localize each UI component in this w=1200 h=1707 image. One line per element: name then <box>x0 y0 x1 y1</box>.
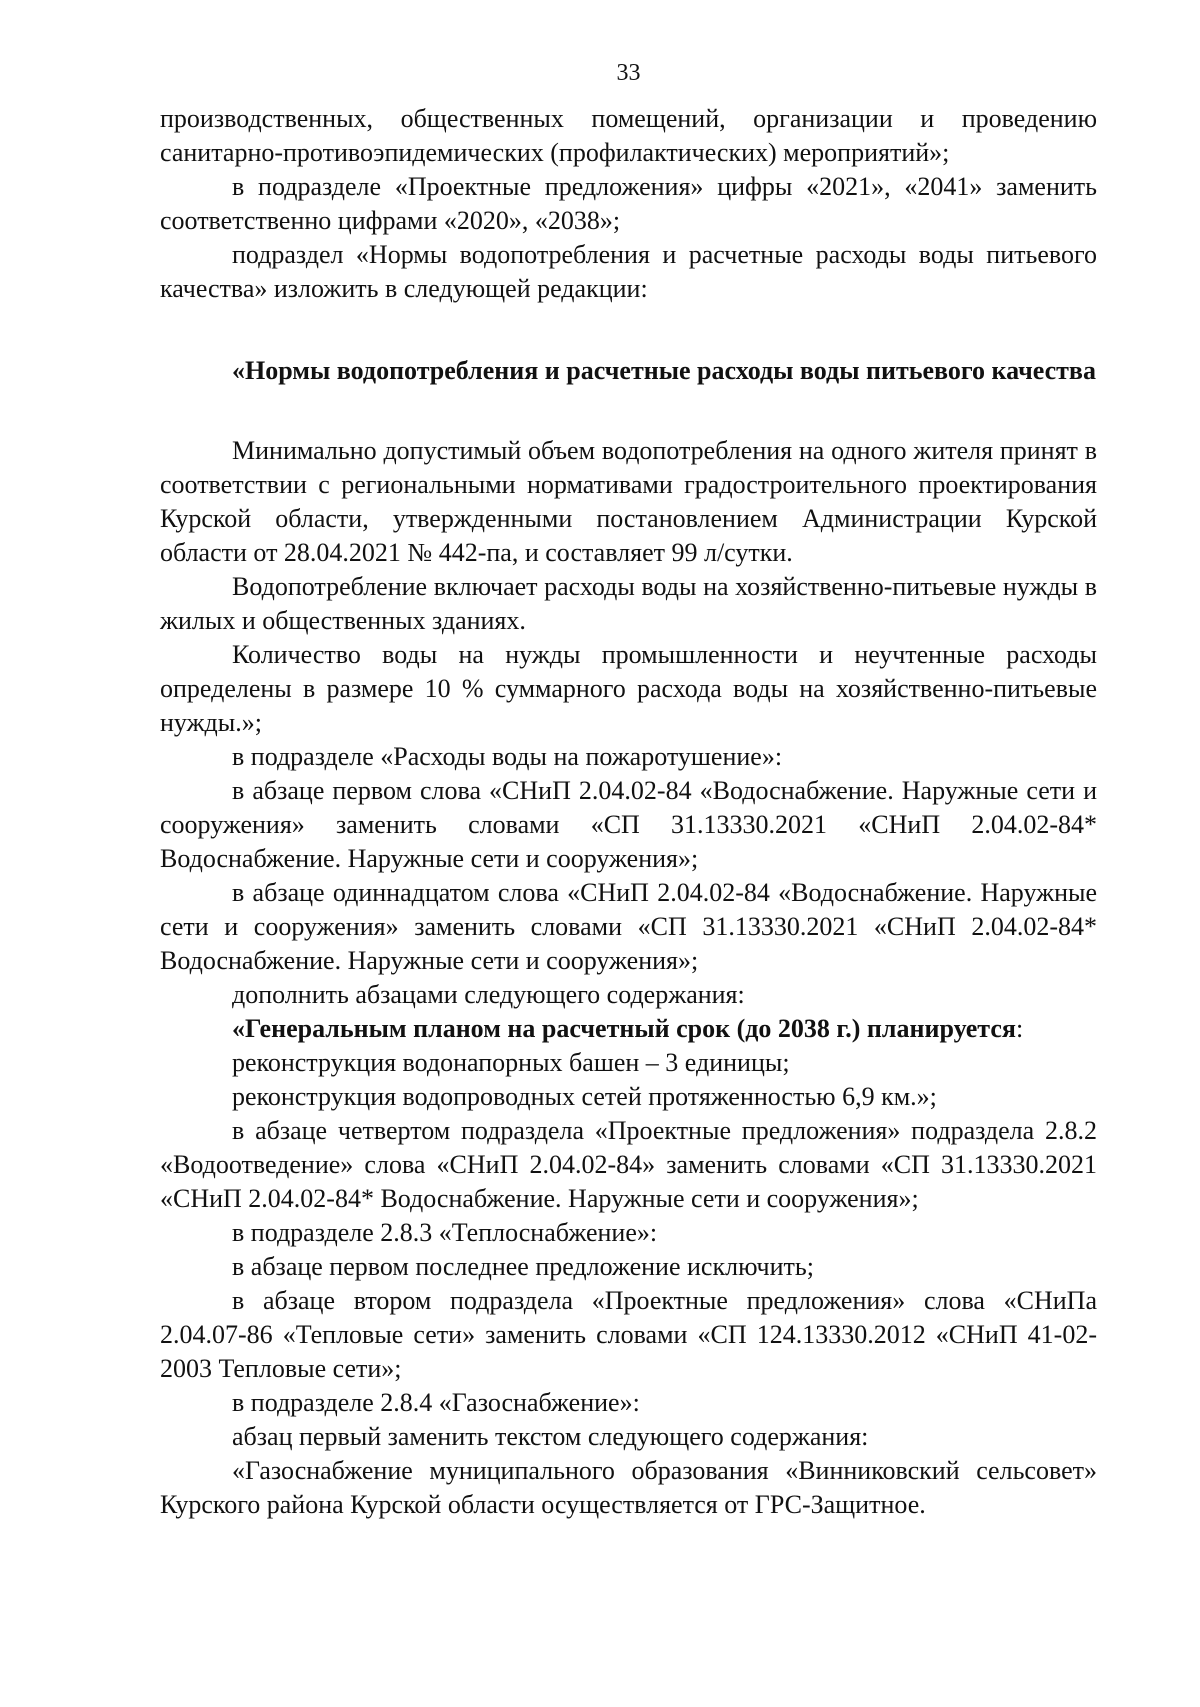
paragraph-remove-last-sentence: в абзаце первом последнее предложение исключить; <box>232 1252 814 1281</box>
section-heading-water-norms: «Нормы водопотребления и расчетные расходы воды питьевого качества <box>232 356 1096 385</box>
general-plan-colon: : <box>1016 1014 1024 1043</box>
paragraph-gas-supply-text: «Газоснабжение муниципального образования «Винниковский сельсовет» Курского района Курской области осуществляется от ГРС-Защитное. <box>160 1456 1097 1519</box>
page-number: 33 <box>616 60 641 86</box>
paragraph-first-abzac-replacement: в абзаце первом слова «СНиП 2.04.02-84 «Водоснабжение. Наружные сети и сооружения» заменить словами «СП 31.13330.2021 «СНиП 2.04.02-84* Водоснабжение. Наружные сети и сооружения»; <box>160 776 1097 873</box>
paragraph-water-towers: реконструкция водонапорных башен – 3 единицы; <box>232 1048 790 1077</box>
paragraph-general-plan <box>160 1012 1097 1046</box>
paragraph-subsection-replacement: подраздел «Нормы водопотребления и расчетные расходы воды питьевого качества» изложить в следующей редакции: <box>160 240 1097 303</box>
document-body <box>160 102 1097 1522</box>
paragraph-water-consumption-includes: Водопотребление включает расходы воды на хозяйственно-питьевые нужды в жилых и общественных зданиях. <box>160 572 1097 635</box>
paragraph-gas-supply-subsection: в подразделе 2.8.4 «Газоснабжение»: <box>232 1388 640 1417</box>
paragraph-heat-supply-subsection: в подразделе 2.8.3 «Теплоснабжение»: <box>232 1218 658 1247</box>
paragraph-wastewater-replacement: в абзаце четвертом подраздела «Проектные предложения» подраздела 2.8.2 «Водоотведение» слова «СНиП 2.04.02-84» заменить словами «СП 31.13330.2021 «СНиП 2.04.02-84* Водоснабжение. Наружные сети и сооружения»; <box>160 1116 1097 1213</box>
paragraph-eleventh-abzac-replacement: в абзаце одиннадцатом слова «СНиП 2.04.02-84 «Водоснабжение. Наружные сети и сооружения» заменить словами «СП 31.13330.2021 «СНиП 2.04.02-84* Водоснабжение. Наружные сети и сооружения»; <box>160 878 1097 975</box>
paragraph-continuation: производственных, общественных помещений, организации и проведению санитарно-противоэпидемических (профилактических) мероприятий»; <box>160 104 1097 167</box>
paragraph-water-networks: реконструкция водопроводных сетей протяженностью 6,9 км.»; <box>232 1082 937 1111</box>
paragraph-heat-networks-replacement: в абзаце втором подраздела «Проектные предложения» слова «СНиПа 2.04.07-86 «Тепловые сети» заменить словами «СП 124.13330.2012 «СНиП 41-02-2003 Тепловые сети»; <box>160 1286 1097 1383</box>
paragraph-project-proposals-digits: в подразделе «Проектные предложения» цифры «2021», «2041» заменить соответственно цифрами «2020», «2038»; <box>160 172 1097 235</box>
general-plan-bold-text: «Генеральным планом на расчетный срок (до 2038 г.) планируется <box>232 1014 1016 1043</box>
paragraph-replace-first-abzac: абзац первый заменить текстом следующего содержания: <box>232 1422 869 1451</box>
paragraph-firefighting-subsection: в подразделе «Расходы воды на пожаротушение»: <box>232 742 783 771</box>
paragraph-min-water-consumption: Минимально допустимый объем водопотребления на одного жителя принят в соответствии с региональными нормативами градостроительного проектирования Курской области, утвержденными постановлением Администрации Курской области от 28.04.2021 № 442-па, и составляет 99 л/сутки. <box>160 436 1097 567</box>
paragraph-industry-water: Количество воды на нужды промышленности и неучтенные расходы определены в размере 10 % суммарного расхода воды на хозяйственно-питьевые нужды.»; <box>160 640 1097 737</box>
paragraph-add-abzacs: дополнить абзацами следующего содержания: <box>232 980 745 1009</box>
